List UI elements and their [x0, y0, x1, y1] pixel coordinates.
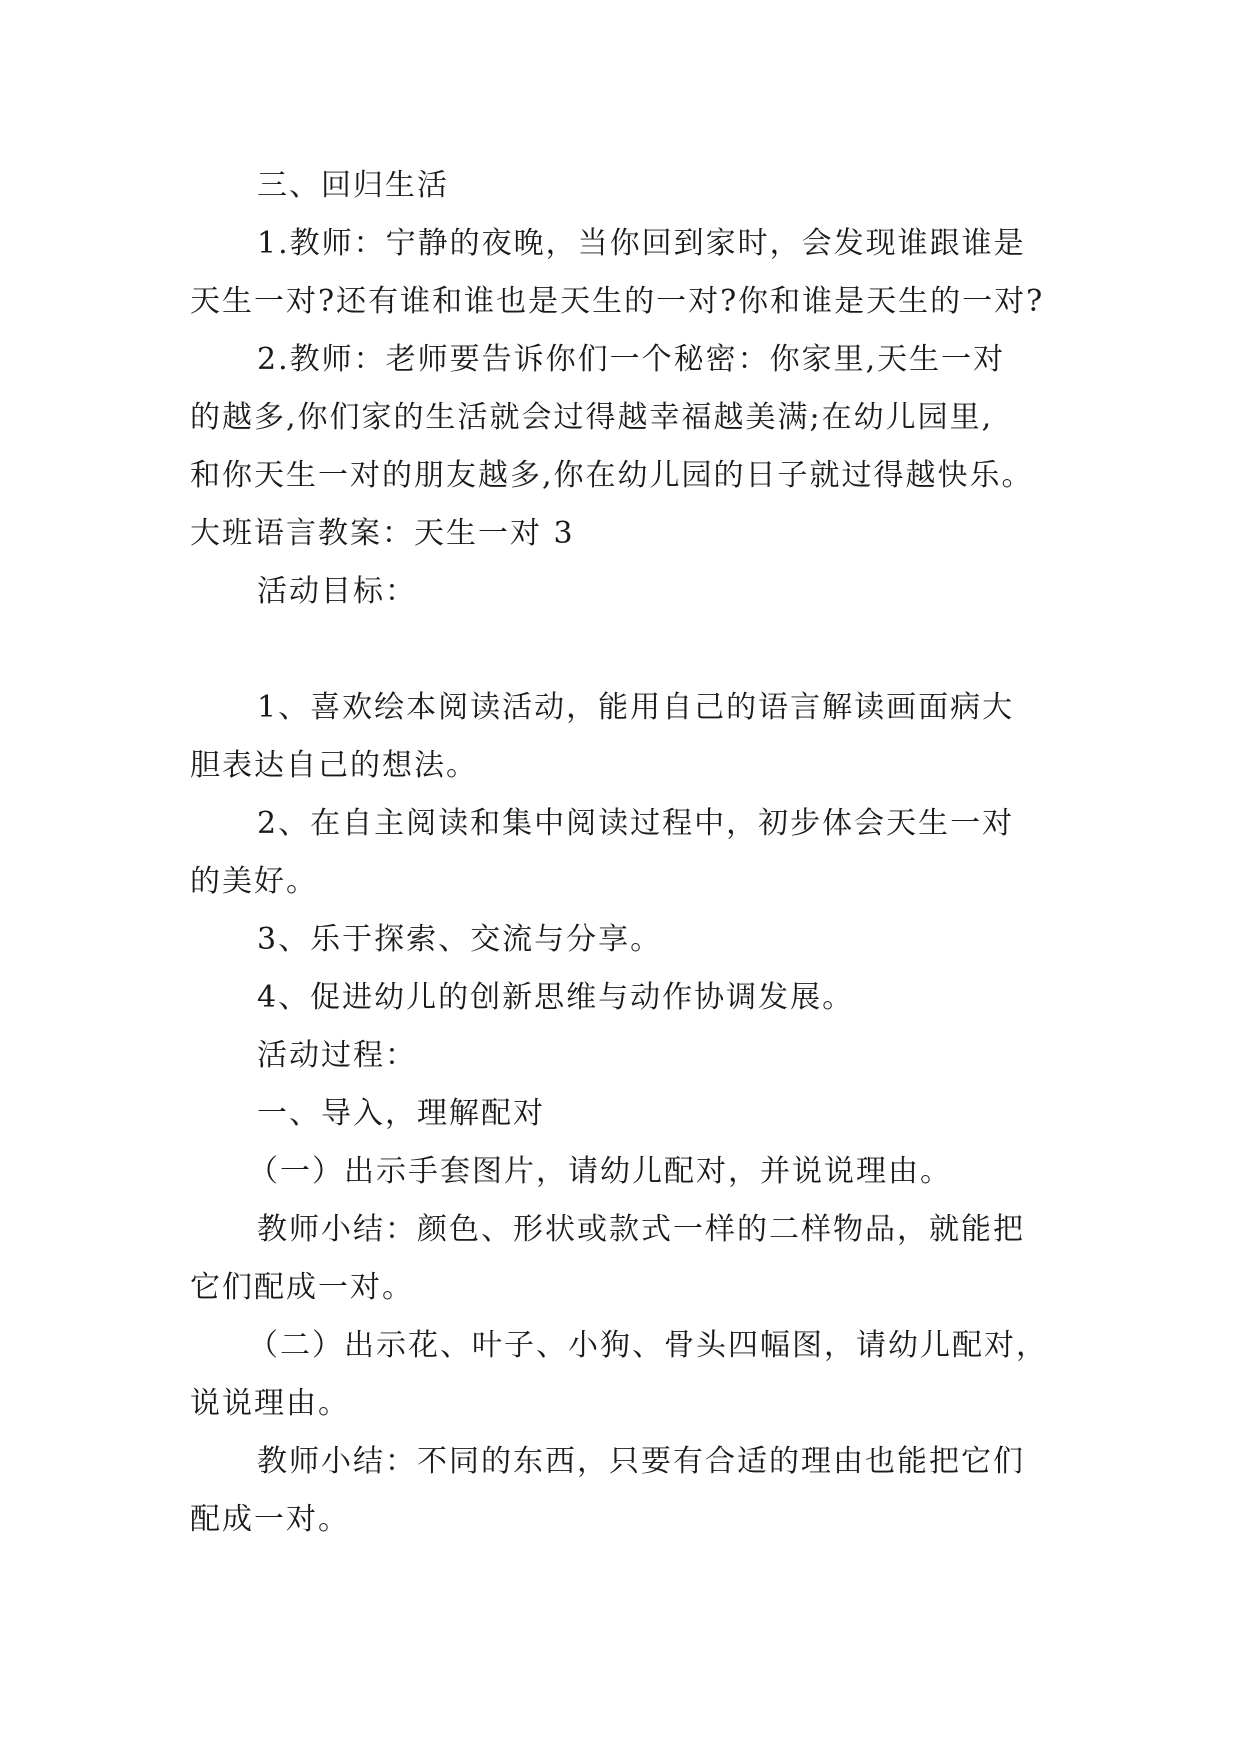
paragraph-line: 它们配成一对。 — [190, 1270, 414, 1305]
sub-item: （二）出示花、叶子、小狗、骨头四幅图，请幼儿配对， — [248, 1328, 1048, 1363]
paragraph-line: 的越多,你们家的生活就会过得越幸福越美满;在幼儿园里, — [190, 400, 994, 435]
paragraph-line: 胆表达自己的想法。 — [190, 748, 478, 783]
paragraph-line: 配成一对。 — [190, 1502, 350, 1537]
paragraph-line: 教师小结：颜色、形状或款式一样的二样物品，就能把 — [257, 1212, 1025, 1247]
goal-item: 2、在自主阅读和集中阅读过程中，初步体会天生一对 — [257, 806, 1015, 841]
activity-goals-heading: 活动目标： — [257, 574, 417, 609]
goal-item: 1、喜欢绘本阅读活动，能用自己的语言解读画面病大 — [257, 690, 1015, 725]
paragraph-line: 天生一对?还有谁和谁也是天生的一对?你和谁是天生的一对? — [190, 284, 1045, 319]
lesson-title: 大班语言教案：天生一对 3 — [190, 516, 575, 551]
paragraph-line: 2.教师：老师要告诉你们一个秘密：你家里,天生一对 — [257, 342, 1006, 377]
sub-item: （一）出示手套图片，请幼儿配对，并说说理由。 — [248, 1154, 952, 1189]
section-heading-introduction: 一、导入，理解配对 — [257, 1096, 545, 1131]
paragraph-line: 1.教师：宁静的夜晚，当你回到家时，会发现谁跟谁是 — [257, 226, 1026, 261]
paragraph-line: 和你天生一对的朋友越多,你在幼儿园的日子就过得越快乐。 — [190, 458, 1034, 493]
goal-item: 3、乐于探索、交流与分享。 — [257, 922, 663, 957]
section-heading-return-to-life: 三、回归生活 — [257, 168, 449, 203]
paragraph-line: 说说理由。 — [190, 1386, 350, 1421]
paragraph-line: 的美好。 — [190, 864, 318, 899]
goal-item: 4、促进幼儿的创新思维与动作协调发展。 — [257, 980, 855, 1015]
activity-process-heading: 活动过程： — [257, 1038, 417, 1073]
paragraph-line: 教师小结：不同的东西，只要有合适的理由也能把它们 — [257, 1444, 1025, 1479]
